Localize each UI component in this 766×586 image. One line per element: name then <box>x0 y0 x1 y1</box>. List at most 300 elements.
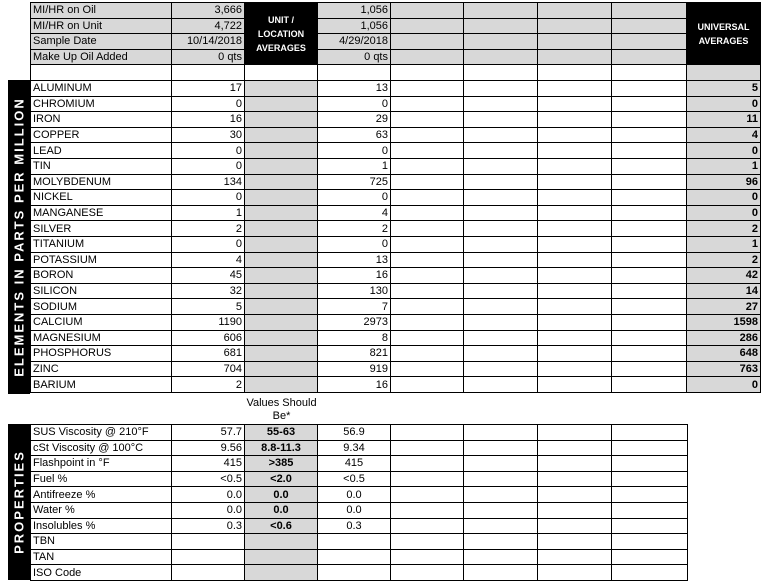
empty-cell <box>538 456 612 472</box>
empty-cell <box>391 471 464 487</box>
empty-cell <box>538 440 612 456</box>
element-current-value: 606 <box>172 330 245 346</box>
element-universal-average: 763 <box>687 361 761 377</box>
property-name: Antifreeze % <box>31 487 172 503</box>
empty-cell <box>391 440 464 456</box>
empty-cell <box>464 425 538 441</box>
header-label: Sample Date <box>31 34 172 50</box>
properties-table <box>30 424 688 581</box>
empty-cell <box>612 425 688 441</box>
element-current-value: 32 <box>172 283 245 299</box>
element-previous-value: 2973 <box>318 314 391 330</box>
property-should-be-value <box>245 565 318 581</box>
empty-cell <box>464 174 538 190</box>
empty-cell <box>464 440 538 456</box>
empty-cell <box>612 221 687 237</box>
empty-cell <box>464 283 538 299</box>
property-name: ISO Code <box>31 565 172 581</box>
element-universal-average: 648 <box>687 346 761 362</box>
empty-cell <box>612 143 687 159</box>
property-row <box>31 502 688 518</box>
empty-cell <box>538 361 612 377</box>
element-name: MANGANESE <box>31 205 172 221</box>
property-previous-value: 9.34 <box>318 440 391 456</box>
element-current-value: 134 <box>172 174 245 190</box>
empty-cell <box>612 34 687 50</box>
element-row <box>31 112 761 128</box>
sample-header-table <box>30 2 761 81</box>
empty-cell <box>612 549 688 565</box>
empty-cell <box>464 236 538 252</box>
element-row <box>31 330 761 346</box>
empty-cell <box>172 65 245 81</box>
properties-side-label-text: PROPERTIES <box>11 450 27 554</box>
element-row <box>31 96 761 112</box>
property-current-value: <0.5 <box>172 471 245 487</box>
element-current-value: 2 <box>172 221 245 237</box>
element-universal-average: 286 <box>687 330 761 346</box>
unit-location-average-cell <box>245 314 318 330</box>
element-name: ZINC <box>31 361 172 377</box>
property-should-be-value: >385 <box>245 456 318 472</box>
empty-cell <box>391 534 464 550</box>
element-row <box>31 174 761 190</box>
empty-cell <box>612 314 687 330</box>
header-label: MI/HR on Unit <box>31 18 172 34</box>
empty-cell <box>464 268 538 284</box>
empty-cell <box>612 299 687 315</box>
property-current-value: 415 <box>172 456 245 472</box>
empty-cell <box>538 3 612 19</box>
empty-cell <box>612 3 687 19</box>
property-previous-value: 0.3 <box>318 518 391 534</box>
header-previous-value: 1,056 <box>318 3 391 19</box>
empty-cell <box>391 314 464 330</box>
empty-cell <box>464 18 538 34</box>
empty-cell <box>612 96 687 112</box>
element-current-value: 0 <box>172 190 245 206</box>
empty-cell <box>612 471 688 487</box>
element-row <box>31 205 761 221</box>
empty-cell <box>612 174 687 190</box>
empty-cell <box>464 65 538 81</box>
element-previous-value: 130 <box>318 283 391 299</box>
element-universal-average: 96 <box>687 174 761 190</box>
element-universal-average: 11 <box>687 112 761 128</box>
element-name: SILICON <box>31 283 172 299</box>
property-row <box>31 471 688 487</box>
property-name: Fuel % <box>31 471 172 487</box>
element-current-value: 1190 <box>172 314 245 330</box>
empty-cell <box>391 236 464 252</box>
empty-cell <box>538 81 612 97</box>
empty-cell <box>464 221 538 237</box>
unit-location-average-cell <box>245 190 318 206</box>
empty-cell <box>612 190 687 206</box>
unit-location-average-cell <box>245 236 318 252</box>
element-previous-value: 0 <box>318 143 391 159</box>
empty-cell <box>391 205 464 221</box>
property-current-value <box>172 565 245 581</box>
property-current-value: 57.7 <box>172 425 245 441</box>
property-should-be-value: 0.0 <box>245 487 318 503</box>
element-universal-average: 1598 <box>687 314 761 330</box>
property-previous-value: <0.5 <box>318 471 391 487</box>
empty-cell <box>31 65 172 81</box>
element-universal-average: 0 <box>687 377 761 393</box>
properties-side-label <box>8 424 30 580</box>
empty-cell <box>538 518 612 534</box>
empty-cell <box>612 268 687 284</box>
empty-cell <box>391 361 464 377</box>
empty-cell <box>464 314 538 330</box>
property-current-value <box>172 549 245 565</box>
element-previous-value: 0 <box>318 190 391 206</box>
element-name: TITANIUM <box>31 236 172 252</box>
property-current-value <box>172 534 245 550</box>
element-universal-average: 1 <box>687 158 761 174</box>
empty-cell <box>538 18 612 34</box>
unit-location-average-cell <box>245 330 318 346</box>
empty-cell <box>538 127 612 143</box>
empty-cell <box>391 283 464 299</box>
property-name: Flashpoint in °F <box>31 456 172 472</box>
empty-cell <box>391 49 464 65</box>
element-universal-average: 27 <box>687 299 761 315</box>
empty-cell <box>391 425 464 441</box>
empty-cell <box>612 49 687 65</box>
empty-cell <box>538 205 612 221</box>
empty-cell <box>391 565 464 581</box>
empty-cell <box>464 34 538 50</box>
property-row <box>31 534 688 550</box>
empty-cell <box>464 299 538 315</box>
empty-cell <box>391 34 464 50</box>
empty-cell <box>612 283 687 299</box>
element-row <box>31 236 761 252</box>
empty-cell <box>612 502 688 518</box>
empty-cell <box>538 190 612 206</box>
elements-side-label <box>8 80 30 394</box>
element-row <box>31 158 761 174</box>
element-previous-value: 1 <box>318 158 391 174</box>
empty-cell <box>391 377 464 393</box>
property-name: SUS Viscosity @ 210°F <box>31 425 172 441</box>
property-previous-value: 56.9 <box>318 425 391 441</box>
empty-cell <box>391 18 464 34</box>
empty-cell <box>612 456 688 472</box>
empty-cell <box>391 221 464 237</box>
property-name: Water % <box>31 502 172 518</box>
empty-cell <box>464 487 538 503</box>
empty-cell <box>391 518 464 534</box>
empty-cell <box>612 361 687 377</box>
empty-cell <box>538 34 612 50</box>
empty-cell <box>391 174 464 190</box>
element-previous-value: 4 <box>318 205 391 221</box>
element-name: BARIUM <box>31 377 172 393</box>
empty-cell <box>612 487 688 503</box>
element-current-value: 30 <box>172 127 245 143</box>
empty-cell <box>538 314 612 330</box>
empty-cell <box>538 112 612 128</box>
values-should-be-note: Values Should Be* <box>246 397 317 422</box>
empty-cell <box>464 112 538 128</box>
empty-cell <box>464 96 538 112</box>
property-previous-value <box>318 549 391 565</box>
empty-cell <box>538 549 612 565</box>
property-current-value: 0.0 <box>172 502 245 518</box>
header-row <box>31 3 761 19</box>
empty-cell <box>464 49 538 65</box>
empty-cell <box>391 330 464 346</box>
property-should-be-value: <2.0 <box>245 471 318 487</box>
unit-location-average-cell <box>245 299 318 315</box>
property-should-be-value: <0.6 <box>245 518 318 534</box>
element-previous-value: 16 <box>318 377 391 393</box>
unit-location-average-cell <box>245 361 318 377</box>
element-row <box>31 268 761 284</box>
element-name: ALUMINUM <box>31 81 172 97</box>
property-previous-value: 415 <box>318 456 391 472</box>
header-row <box>31 49 761 65</box>
element-row <box>31 314 761 330</box>
empty-cell <box>464 143 538 159</box>
property-should-be-value: 0.0 <box>245 502 318 518</box>
element-name: MAGNESIUM <box>31 330 172 346</box>
element-previous-value: 13 <box>318 81 391 97</box>
empty-cell <box>464 190 538 206</box>
header-row <box>31 34 761 50</box>
property-row <box>31 487 688 503</box>
element-current-value: 704 <box>172 361 245 377</box>
element-name: MOLYBDENUM <box>31 174 172 190</box>
empty-cell <box>464 81 538 97</box>
empty-cell <box>612 346 687 362</box>
empty-cell <box>612 205 687 221</box>
element-name: CHROMIUM <box>31 96 172 112</box>
element-row <box>31 81 761 97</box>
unit-location-average-cell <box>245 252 318 268</box>
unit-location-average-cell <box>245 377 318 393</box>
empty-cell <box>391 549 464 565</box>
empty-cell <box>391 158 464 174</box>
empty-cell <box>538 252 612 268</box>
unit-location-average-cell <box>245 96 318 112</box>
empty-cell <box>391 3 464 19</box>
empty-cell <box>391 127 464 143</box>
property-previous-value <box>318 534 391 550</box>
element-row <box>31 361 761 377</box>
element-current-value: 1 <box>172 205 245 221</box>
empty-cell <box>464 534 538 550</box>
property-previous-value <box>318 565 391 581</box>
element-universal-average: 42 <box>687 268 761 284</box>
property-row <box>31 456 688 472</box>
element-row <box>31 377 761 393</box>
property-should-be-value <box>245 549 318 565</box>
empty-cell <box>612 112 687 128</box>
property-name: TAN <box>31 549 172 565</box>
empty-cell <box>464 377 538 393</box>
empty-cell <box>391 252 464 268</box>
element-current-value: 681 <box>172 346 245 362</box>
empty-cell <box>538 65 612 81</box>
element-row <box>31 143 761 159</box>
element-current-value: 4 <box>172 252 245 268</box>
header-previous-value: 4/29/2018 <box>318 34 391 50</box>
empty-cell <box>612 534 688 550</box>
element-universal-average: 4 <box>687 127 761 143</box>
element-universal-average: 0 <box>687 143 761 159</box>
empty-cell <box>612 81 687 97</box>
element-name: LEAD <box>31 143 172 159</box>
empty-cell <box>464 502 538 518</box>
unit-location-averages-heading: UNIT / LOCATION AVERAGES <box>245 3 318 65</box>
unit-location-average-cell <box>245 174 318 190</box>
element-previous-value: 821 <box>318 346 391 362</box>
empty-cell <box>538 236 612 252</box>
unit-location-average-cell <box>245 127 318 143</box>
empty-cell <box>612 236 687 252</box>
empty-cell <box>538 377 612 393</box>
element-previous-value: 63 <box>318 127 391 143</box>
element-previous-value: 13 <box>318 252 391 268</box>
empty-cell <box>538 471 612 487</box>
empty-cell <box>245 65 318 81</box>
empty-cell <box>612 252 687 268</box>
empty-cell <box>391 299 464 315</box>
empty-cell <box>538 346 612 362</box>
element-name: TIN <box>31 158 172 174</box>
element-universal-average: 2 <box>687 221 761 237</box>
property-row <box>31 440 688 456</box>
empty-cell <box>391 190 464 206</box>
empty-cell <box>538 502 612 518</box>
empty-cell <box>391 456 464 472</box>
element-name: PHOSPHORUS <box>31 346 172 362</box>
property-current-value: 0.3 <box>172 518 245 534</box>
property-row <box>31 565 688 581</box>
element-previous-value: 2 <box>318 221 391 237</box>
empty-cell <box>538 299 612 315</box>
empty-cell <box>464 518 538 534</box>
empty-cell <box>538 268 612 284</box>
element-current-value: 0 <box>172 143 245 159</box>
element-row <box>31 283 761 299</box>
unit-location-average-cell <box>245 205 318 221</box>
empty-cell <box>391 268 464 284</box>
empty-cell <box>612 158 687 174</box>
element-previous-value: 7 <box>318 299 391 315</box>
element-previous-value: 8 <box>318 330 391 346</box>
element-name: SILVER <box>31 221 172 237</box>
element-row <box>31 346 761 362</box>
empty-cell <box>464 127 538 143</box>
element-previous-value: 725 <box>318 174 391 190</box>
element-previous-value: 16 <box>318 268 391 284</box>
empty-cell <box>391 65 464 81</box>
element-current-value: 0 <box>172 96 245 112</box>
empty-cell <box>391 143 464 159</box>
unit-location-average-cell <box>245 283 318 299</box>
empty-cell <box>391 96 464 112</box>
element-universal-average: 14 <box>687 283 761 299</box>
header-previous-value: 0 qts <box>318 49 391 65</box>
element-current-value: 45 <box>172 268 245 284</box>
empty-cell <box>687 65 761 81</box>
unit-location-average-cell <box>245 268 318 284</box>
element-current-value: 0 <box>172 236 245 252</box>
empty-cell <box>464 3 538 19</box>
element-name: COPPER <box>31 127 172 143</box>
unit-location-average-cell <box>245 158 318 174</box>
element-universal-average: 0 <box>687 96 761 112</box>
element-universal-average: 5 <box>687 81 761 97</box>
element-current-value: 5 <box>172 299 245 315</box>
empty-cell <box>612 377 687 393</box>
empty-cell <box>391 502 464 518</box>
spacer-row <box>31 65 761 81</box>
header-row <box>31 18 761 34</box>
element-previous-value: 919 <box>318 361 391 377</box>
element-row <box>31 190 761 206</box>
element-row <box>31 221 761 237</box>
empty-cell <box>391 112 464 128</box>
unit-location-average-cell <box>245 112 318 128</box>
element-universal-average: 0 <box>687 190 761 206</box>
element-row <box>31 299 761 315</box>
property-row <box>31 518 688 534</box>
empty-cell <box>538 283 612 299</box>
element-name: SODIUM <box>31 299 172 315</box>
element-universal-average: 2 <box>687 252 761 268</box>
unit-location-average-cell <box>245 143 318 159</box>
element-name: BORON <box>31 268 172 284</box>
empty-cell <box>612 440 688 456</box>
header-label: MI/HR on Oil <box>31 3 172 19</box>
empty-cell <box>464 565 538 581</box>
empty-cell <box>464 361 538 377</box>
empty-cell <box>538 158 612 174</box>
property-should-be-value: 8.8-11.3 <box>245 440 318 456</box>
elements-side-label-text: ELEMENTS IN PARTS PER MILLION <box>11 97 27 377</box>
property-name: cSt Viscosity @ 100°C <box>31 440 172 456</box>
empty-cell <box>538 487 612 503</box>
unit-location-average-cell <box>245 346 318 362</box>
universal-averages-heading: UNIVERSAL AVERAGES <box>687 3 761 65</box>
empty-cell <box>538 174 612 190</box>
property-name: Insolubles % <box>31 518 172 534</box>
empty-cell <box>464 205 538 221</box>
empty-cell <box>612 518 688 534</box>
empty-cell <box>538 534 612 550</box>
element-current-value: 0 <box>172 158 245 174</box>
empty-cell <box>612 65 687 81</box>
empty-cell <box>538 221 612 237</box>
header-label: Make Up Oil Added <box>31 49 172 65</box>
property-row <box>31 549 688 565</box>
empty-cell <box>464 549 538 565</box>
element-previous-value: 0 <box>318 236 391 252</box>
element-row <box>31 252 761 268</box>
empty-cell <box>464 158 538 174</box>
empty-cell <box>464 471 538 487</box>
empty-cell <box>391 487 464 503</box>
property-current-value: 9.56 <box>172 440 245 456</box>
empty-cell <box>538 49 612 65</box>
element-universal-average: 0 <box>687 205 761 221</box>
